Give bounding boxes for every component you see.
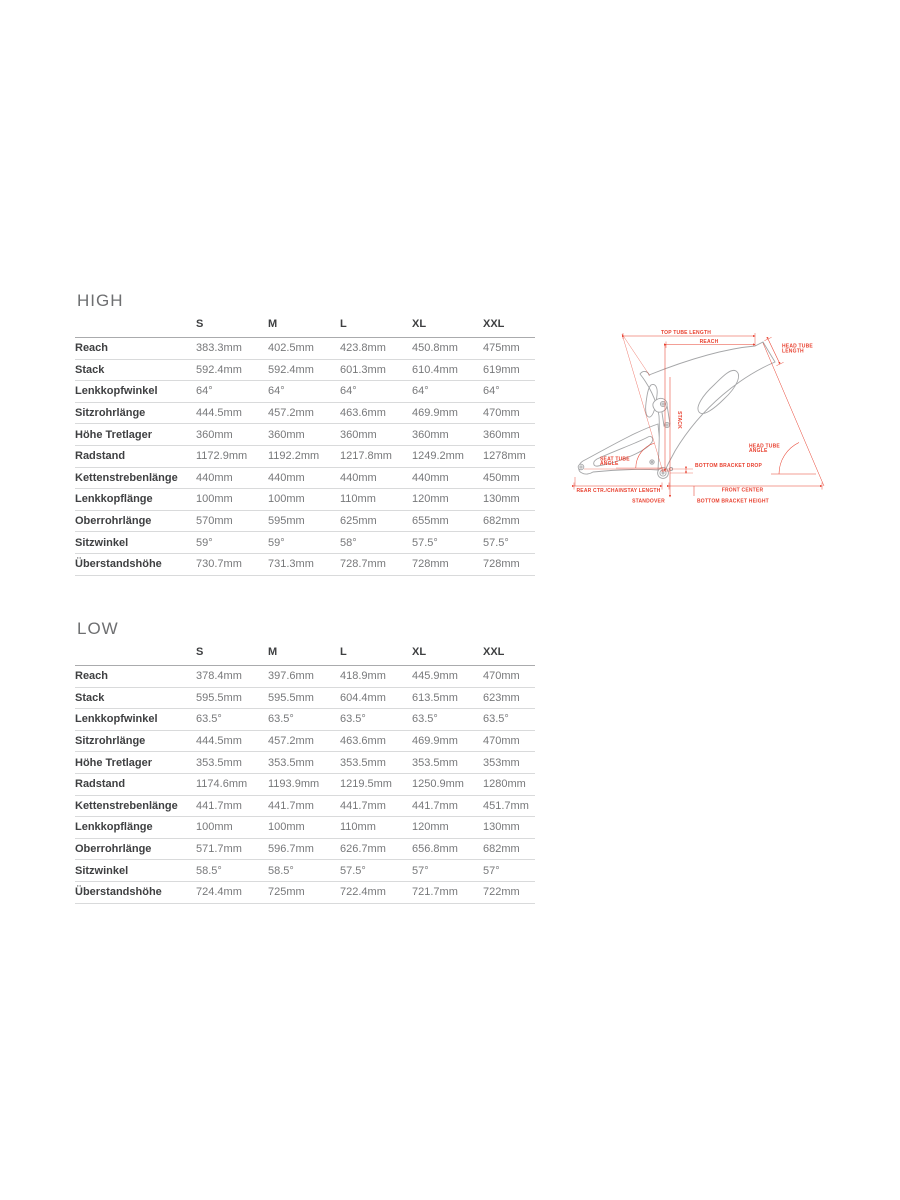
spec-value: 57.5° xyxy=(412,532,483,554)
spec-value: 402.5mm xyxy=(268,338,340,360)
spec-value: 721.7mm xyxy=(412,881,483,903)
spec-value: 1250.9mm xyxy=(412,773,483,795)
spec-row-label: Lenkkopflänge xyxy=(75,489,196,511)
spec-row-label: Sitzwinkel xyxy=(75,860,196,882)
spec-value: 595mm xyxy=(268,510,340,532)
spec-row-label: Radstand xyxy=(75,445,196,467)
spec-value: 64° xyxy=(196,381,268,403)
pivot-upper-axle xyxy=(662,403,664,405)
front-center-label: FRONT CENTER xyxy=(721,487,764,494)
spec-row xyxy=(75,553,535,575)
spec-value: 1280mm xyxy=(483,773,535,795)
spec-value: 601.3mm xyxy=(340,359,412,381)
spec-row xyxy=(75,752,535,774)
spec-value: 100mm xyxy=(268,489,340,511)
spec-value: 440mm xyxy=(268,467,340,489)
bottom-bracket-drop-label: BOTTOM BRACKET DROP xyxy=(695,463,763,469)
spec-value: 63.5° xyxy=(268,709,340,731)
spec-value: 120mm xyxy=(412,489,483,511)
spec-row-label: Höhe Tretlager xyxy=(75,752,196,774)
spec-value: 463.6mm xyxy=(340,730,412,752)
size-column-header: XXL xyxy=(483,644,535,666)
spec-value: 604.4mm xyxy=(340,687,412,709)
head-angle-line xyxy=(763,343,824,486)
head-tube-angle-arc xyxy=(779,443,799,475)
spec-row-label: Höhe Tretlager xyxy=(75,424,196,446)
spec-value: 100mm xyxy=(196,489,268,511)
spec-value: 440mm xyxy=(412,467,483,489)
pivot-chainstay-axle xyxy=(651,461,653,463)
spec-value: 475mm xyxy=(483,338,535,360)
rear-axle xyxy=(580,466,582,468)
spec-value: 725mm xyxy=(268,881,340,903)
spec-row xyxy=(75,709,535,731)
bottom-bracket-height-label: BOTTOM BRACKET HEIGHT xyxy=(697,498,769,505)
spec-row xyxy=(75,666,535,688)
spec-value: 1174.6mm xyxy=(196,773,268,795)
spec-value: 423.8mm xyxy=(340,338,412,360)
spec-row xyxy=(75,510,535,532)
spec-value: 110mm xyxy=(340,817,412,839)
spec-value: 626.7mm xyxy=(340,838,412,860)
spec-row-label: Kettenstrebenlänge xyxy=(75,795,196,817)
spec-value: 571.7mm xyxy=(196,838,268,860)
spec-value: 440mm xyxy=(196,467,268,489)
spec-value: 360mm xyxy=(268,424,340,446)
spec-row xyxy=(75,402,535,424)
spec-value: 59° xyxy=(196,532,268,554)
spec-row xyxy=(75,424,535,446)
spec-value: 378.4mm xyxy=(196,666,268,688)
spec-value: 625mm xyxy=(340,510,412,532)
spec-value: 64° xyxy=(412,381,483,403)
spec-value: 64° xyxy=(340,381,412,403)
spec-row-label: Lenkkopflänge xyxy=(75,817,196,839)
spec-value: 360mm xyxy=(196,424,268,446)
spec-value: 655mm xyxy=(412,510,483,532)
pivot-lower-axle xyxy=(666,424,668,426)
spec-row xyxy=(75,687,535,709)
size-column-header: L xyxy=(340,316,412,338)
section-title-high: HIGH xyxy=(77,291,124,310)
spec-value: 596.7mm xyxy=(268,838,340,860)
seat-tube-angle-label: SEAT TUBE xyxy=(600,456,630,463)
spec-value: 570mm xyxy=(196,510,268,532)
spec-value: 353mm xyxy=(483,752,535,774)
spec-row xyxy=(75,817,535,839)
size-column-header: M xyxy=(268,644,340,666)
spec-value: 623mm xyxy=(483,687,535,709)
size-column-header: M xyxy=(268,316,340,338)
spec-row xyxy=(75,445,535,467)
spec-value: 1172.9mm xyxy=(196,445,268,467)
rear-center-label: REAR CTR./CHAINSTAY LENGTH xyxy=(576,487,661,494)
spec-value: 63.5° xyxy=(340,709,412,731)
spec-row-label: Stack xyxy=(75,687,196,709)
spec-value: 1278mm xyxy=(483,445,535,467)
spec-row xyxy=(75,795,535,817)
spec-value: 353.5mm xyxy=(340,752,412,774)
spec-row xyxy=(75,338,535,360)
spec-value: 619mm xyxy=(483,359,535,381)
spec-value: 450.8mm xyxy=(412,338,483,360)
spec-value: 397.6mm xyxy=(268,666,340,688)
spec-value: 469.9mm xyxy=(412,730,483,752)
stack-label: STACK xyxy=(676,411,682,429)
spec-value: 470mm xyxy=(483,730,535,752)
spec-value: 110mm xyxy=(340,489,412,511)
spec-row-label: Sitzrohrlänge xyxy=(75,730,196,752)
spec-value: 592.4mm xyxy=(196,359,268,381)
spec-value: 1193.9mm xyxy=(268,773,340,795)
head-tube-length-label-2: LENGTH xyxy=(782,348,804,355)
spec-value: 353.5mm xyxy=(268,752,340,774)
spec-value: 57° xyxy=(483,860,535,882)
spec-row-label: Radstand xyxy=(75,773,196,795)
spec-row-label: Reach xyxy=(75,338,196,360)
spec-value: 441.7mm xyxy=(340,795,412,817)
standover-label: STANDOVER xyxy=(632,498,665,505)
spec-row-label: Sitzrohrlänge xyxy=(75,402,196,424)
spec-value: 724.4mm xyxy=(196,881,268,903)
spec-row-label: Überstandshöhe xyxy=(75,553,196,575)
spec-value: 130mm xyxy=(483,489,535,511)
spec-value: 100mm xyxy=(196,817,268,839)
spec-value: 441.7mm xyxy=(268,795,340,817)
spec-value: 58° xyxy=(340,532,412,554)
spec-value: 682mm xyxy=(483,838,535,860)
spec-value: 383.3mm xyxy=(196,338,268,360)
size-column-header: XL xyxy=(412,644,483,666)
size-column-header: S xyxy=(196,644,268,666)
geometry-table-high xyxy=(75,316,535,576)
bottom-bracket-spindle xyxy=(662,472,664,474)
spec-value: 353.5mm xyxy=(196,752,268,774)
spec-value: 469.9mm xyxy=(412,402,483,424)
spec-value: 57° xyxy=(412,860,483,882)
spec-row xyxy=(75,838,535,860)
spec-value: 360mm xyxy=(340,424,412,446)
spec-value: 1192.2mm xyxy=(268,445,340,467)
spec-value: 64° xyxy=(268,381,340,403)
spec-value: 441.7mm xyxy=(196,795,268,817)
spec-value: 445.9mm xyxy=(412,666,483,688)
spec-value: 63.5° xyxy=(483,709,535,731)
section-title-low: LOW xyxy=(77,619,119,638)
seat-tube-angle-label-2: ANGLE xyxy=(600,461,619,468)
spec-value: 58.5° xyxy=(268,860,340,882)
spec-value: 656.8mm xyxy=(412,838,483,860)
empty-corner-cell xyxy=(75,644,196,666)
spec-value: 360mm xyxy=(483,424,535,446)
spec-value: 1249.2mm xyxy=(412,445,483,467)
geometry-table-low xyxy=(75,644,535,904)
spec-value: 360mm xyxy=(412,424,483,446)
size-header-row xyxy=(75,644,535,666)
spec-value: 441.7mm xyxy=(412,795,483,817)
spec-value: 613.5mm xyxy=(412,687,483,709)
spec-row-label: Lenkkopfwinkel xyxy=(75,709,196,731)
spec-value: 63.5° xyxy=(196,709,268,731)
swingarm-shape xyxy=(579,424,662,474)
size-column-header: XL xyxy=(412,316,483,338)
bike-geometry-diagram xyxy=(566,320,840,508)
spec-value: 130mm xyxy=(483,817,535,839)
spec-row-label: Oberrohrlänge xyxy=(75,838,196,860)
spec-value: 470mm xyxy=(483,402,535,424)
spec-value: 722.4mm xyxy=(340,881,412,903)
size-column-header: XXL xyxy=(483,316,535,338)
spec-value: 610.4mm xyxy=(412,359,483,381)
spec-value: 59° xyxy=(268,532,340,554)
spec-row xyxy=(75,730,535,752)
spec-value: 682mm xyxy=(483,510,535,532)
spec-value: 58.5° xyxy=(196,860,268,882)
spec-row xyxy=(75,359,535,381)
spec-value: 722mm xyxy=(483,881,535,903)
spec-value: 100mm xyxy=(268,817,340,839)
spec-row xyxy=(75,532,535,554)
spec-value: 450mm xyxy=(483,467,535,489)
spec-value: 457.2mm xyxy=(268,730,340,752)
spec-value: 451.7mm xyxy=(483,795,535,817)
spec-value: 730.7mm xyxy=(196,553,268,575)
spec-row xyxy=(75,881,535,903)
spec-value: 120mm xyxy=(412,817,483,839)
spec-row xyxy=(75,860,535,882)
spec-value: 444.5mm xyxy=(196,402,268,424)
size-column-header: S xyxy=(196,316,268,338)
spec-row-label: Sitzwinkel xyxy=(75,532,196,554)
spec-value: 470mm xyxy=(483,666,535,688)
spec-row-label: Reach xyxy=(75,666,196,688)
size-column-header: L xyxy=(340,644,412,666)
spec-value: 457.2mm xyxy=(268,402,340,424)
spec-row-label: Oberrohrlänge xyxy=(75,510,196,532)
spec-value: 728mm xyxy=(412,553,483,575)
spec-row xyxy=(75,381,535,403)
spec-value: 444.5mm xyxy=(196,730,268,752)
head-tube-angle-label: HEAD TUBE xyxy=(749,443,780,450)
reach-label: REACH xyxy=(699,339,719,345)
head-tube-length-label: HEAD TUBE xyxy=(782,343,813,350)
spec-row-label: Überstandshöhe xyxy=(75,881,196,903)
spec-value: 595.5mm xyxy=(268,687,340,709)
spec-value: 728.7mm xyxy=(340,553,412,575)
spec-row-label: Lenkkopfwinkel xyxy=(75,381,196,403)
spec-value: 57.5° xyxy=(340,860,412,882)
spec-row xyxy=(75,467,535,489)
head-tube-angle-label-2: ANGLE xyxy=(749,448,768,455)
empty-corner-cell xyxy=(75,316,196,338)
spec-value: 728mm xyxy=(483,553,535,575)
size-header-row xyxy=(75,316,535,338)
spec-value: 440mm xyxy=(340,467,412,489)
spec-row-label: Kettenstrebenlänge xyxy=(75,467,196,489)
spec-value: 731.3mm xyxy=(268,553,340,575)
spec-value: 64° xyxy=(483,381,535,403)
spec-value: 1217.8mm xyxy=(340,445,412,467)
spec-value: 1219.5mm xyxy=(340,773,412,795)
spec-value: 57.5° xyxy=(483,532,535,554)
spec-value: 418.9mm xyxy=(340,666,412,688)
spec-value: 592.4mm xyxy=(268,359,340,381)
spec-row xyxy=(75,773,535,795)
spec-value: 463.6mm xyxy=(340,402,412,424)
spec-row xyxy=(75,489,535,511)
spec-value: 353.5mm xyxy=(412,752,483,774)
top-tube-length-label: TOP TUBE LENGTH xyxy=(660,330,712,336)
spec-value: 63.5° xyxy=(412,709,483,731)
spec-value: 595.5mm xyxy=(196,687,268,709)
spec-row-label: Stack xyxy=(75,359,196,381)
